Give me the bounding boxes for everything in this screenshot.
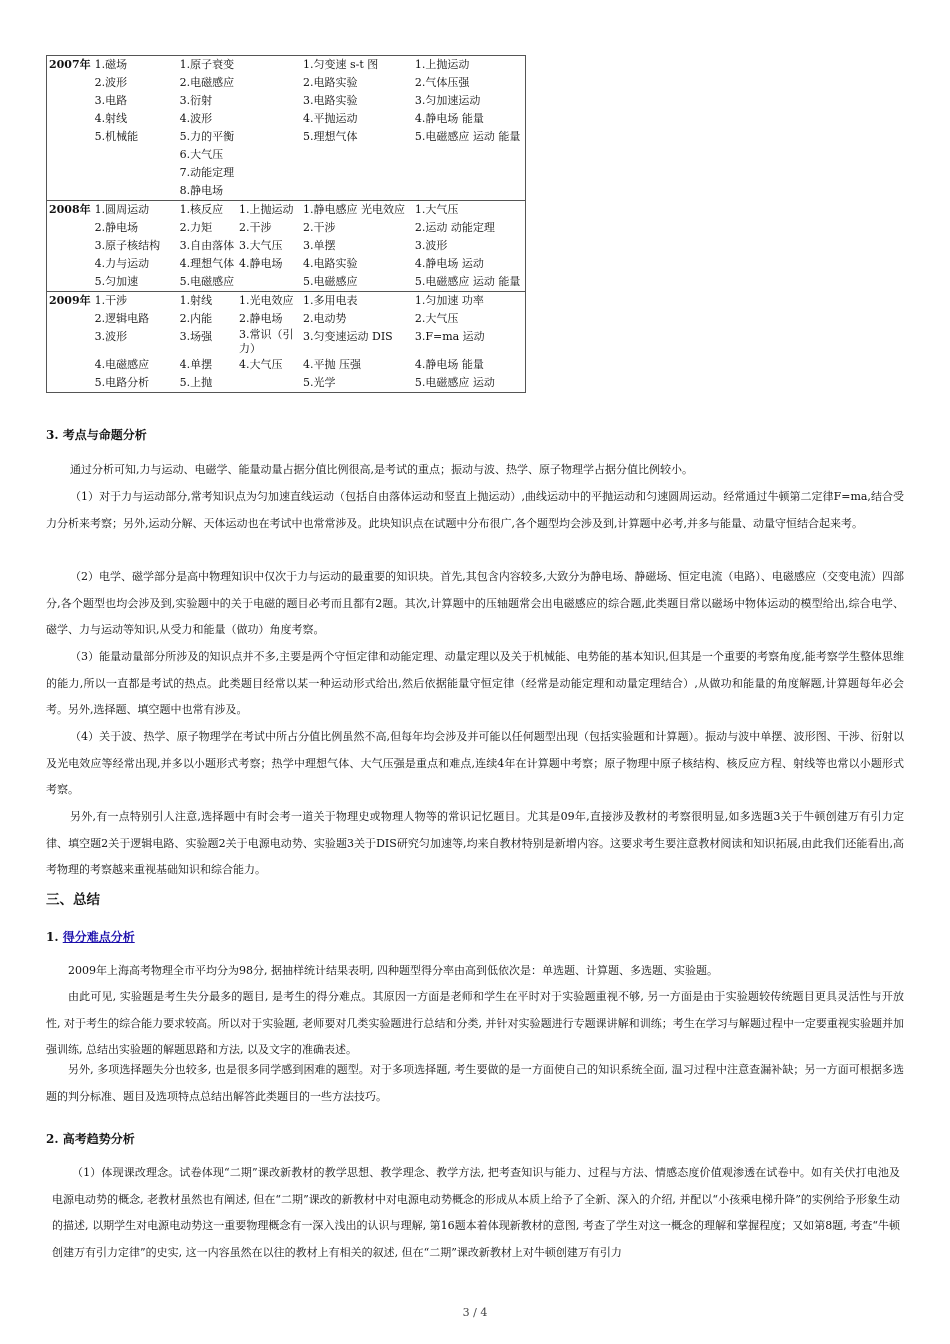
table-cell: 2.干涉 (303, 221, 336, 234)
table-cell: 4.射线 (94, 112, 128, 125)
table-cell: 2.内能 (179, 312, 213, 325)
paragraph: 另外,有一点特别引人注意,选择题中有时会考一道关于物理史或物理人物等的常识记忆题目。尤其是09年,直接涉及教材的考察很明显,如多选题3关于牛顿创建万有引力定律、填空题2关于逻辑电路、实验题2关于电源电动势、实验题3关于DIS研究匀加速等,均来自教材特别是新增内容。这要求考生要注意教材阅读和知识拓展,由此我们还能看出,高考物理的考察越来重视基础知识和综合能力。 (46, 810, 904, 877)
year-cell (47, 237, 93, 255)
year-cell (47, 128, 93, 146)
table-cell: 3.电路 (94, 94, 128, 107)
table-row (47, 110, 526, 128)
table-cell: 4.平抛运动 (303, 112, 358, 125)
paragraph: （2）电学、磁学部分是高中物理知识中仅次于力与运动的最重要的知识块。首先,其包含内容较多,大致分为静电场、静磁场、恒定电流（电路）、电磁感应（交变电流）四部分,各个题型也均会涉及到,实验题中的关于电磁的题目必考而且都有2题。其次,计算题中的压轴题常会出电磁感应的综合题,此类题目常以磁场中物体运动的模型给出,综合电学、磁学、力与运动等知识,从受力和能量（做功）角度考察。 (46, 570, 904, 637)
paragraph: 由此可见, 实验题是考生失分最多的题目, 是考生的得分难点。其原因一方面是老师和学生在平时对于实验题重视不够, 另一方面是由于实验题较传统题目更具灵活性与开放性, 对于考生的综合能力要求较高。所以对于实验题, 老师要对几类实验题进行总结和分类, 并针对实验题进行专题课讲解和训练；考生在学习与解题过程中一定要重视实验题并加强训练, 总结出实验题的解题思路和方法, 以及文字的准确表述。 (46, 990, 904, 1057)
table-cell: 3.大气压 (238, 239, 283, 252)
table-row (47, 255, 526, 273)
table-cell: 4.大气压 (238, 358, 283, 371)
table-row (47, 237, 526, 255)
table-cell: 5.电磁感应 (303, 275, 358, 288)
table-cell: 4.静电场 能量 (414, 112, 484, 125)
table-cell: 4.静电场 能量 (414, 358, 484, 371)
table-cell: 1.干涉 (93, 292, 178, 311)
table-cell: 4.波形 (179, 112, 213, 125)
year-cell (47, 182, 93, 201)
table-cell (237, 374, 301, 393)
year-cell (47, 219, 93, 237)
year-cell (47, 310, 93, 328)
table-row (47, 356, 526, 374)
table-row (47, 56, 526, 75)
table-cell: 2.干涉 (238, 221, 272, 234)
table-cell: 2.逻辑电路 (94, 312, 150, 325)
table-cell (93, 164, 178, 182)
table-cell: 2.静电场 (94, 221, 139, 234)
paragraph: （1）体现课改理念。试卷体现“二期”课改新教材的教学思想、教学理念、教学方法, 把考查知识与能力、过程与方法、情感态度价值观渗透在试卷中。如有关伏打电池及电源电动势的概念, 老教材虽然也有阐述, 但在“二期”课改的新教材中对电源电动势概念的形成从本质上给予了全新、深入的介绍, 并配以“小孩乘电梯升降”的实例给予形象生动的描述, 以期学生对电源电动势这一重要物理概念有一深入浅出的认识与理解, 第16题本着体现新教材的意图, 考查了学生对这一概念的理解和掌握程度；又如第8题, 考查“牛顿创建万有引力定律”的史实, 这一内容虽然在以往的教材上有相关的叙述, 但在“二期”课改新教材上对牛顿创建万有引力 (52, 1166, 900, 1260)
table-row (47, 164, 526, 182)
table-cell: 1.原子衰变 (178, 56, 237, 75)
year-cell (47, 273, 93, 292)
table-cell (93, 146, 178, 164)
table-cell (237, 164, 301, 182)
table-cell: 1.圆周运动 (93, 201, 178, 220)
table-cell: 5.理想气体 (303, 130, 358, 143)
table-cell: 4.力与运动 (94, 257, 150, 270)
year-cell: 2007年 (47, 56, 93, 75)
table-cell (301, 146, 413, 164)
table-cell (301, 164, 413, 182)
table-cell: 3.单摆 (303, 239, 336, 252)
section-3-heading: 3. 考点与命题分析 (46, 428, 147, 442)
table-row (47, 182, 526, 201)
table-cell: 2.电路实验 (303, 76, 358, 89)
year-cell (47, 255, 93, 273)
table-cell: 1.匀变速 s-t 图 (301, 56, 413, 75)
table-cell: 3.波形 (94, 330, 128, 343)
year-cell (47, 164, 93, 182)
subsection-1-heading (46, 928, 135, 945)
paragraph: 通过分析可知,力与运动、电磁学、能量动量占据分值比例很高,是考试的重点；振动与波、热学、原子物理学占据分值比例较小。 (70, 463, 693, 476)
table-cell (301, 182, 413, 201)
table-cell: 8.静电场 (179, 184, 224, 197)
table-row (47, 292, 526, 311)
table-cell: 3.匀变速运动 DIS (303, 330, 393, 343)
year-cell (47, 328, 93, 356)
table-cell: 3.自由落体 (179, 239, 235, 252)
table-cell (93, 182, 178, 201)
table-cell: 3.常识（引力） (238, 328, 294, 355)
table-cell (237, 92, 301, 110)
table-cell: 1.匀加速 功率 (413, 292, 526, 311)
table-cell: 4.单摆 (179, 358, 213, 371)
table-row (47, 328, 526, 356)
table-cell: 1.核反应 (178, 201, 237, 220)
table-cell: 2.气体压强 (414, 76, 470, 89)
table-cell: 4.静电场 (238, 257, 283, 270)
table-cell: 1.上抛运动 (413, 56, 526, 75)
table-cell: 3.衍射 (179, 94, 213, 107)
subsection-number: 1. (46, 930, 63, 944)
table-cell (237, 110, 301, 128)
table-row (47, 374, 526, 393)
table-row (47, 74, 526, 92)
table-cell: 1.光电效应 (237, 292, 301, 311)
table-cell: 2.电磁感应 (179, 76, 235, 89)
table-cell: 4.静电场 运动 (414, 257, 484, 270)
table-cell (237, 56, 301, 75)
table-row (47, 201, 526, 220)
table-cell: 3.电路实验 (303, 94, 358, 107)
table-cell: 3.原子核结构 (94, 239, 161, 252)
table-row (47, 92, 526, 110)
page-number: 3 / 4 (462, 1306, 488, 1319)
table-row (47, 310, 526, 328)
subsection-2-heading: 2. 高考趋势分析 (46, 1132, 135, 1146)
table-row (47, 219, 526, 237)
table-row (47, 273, 526, 292)
table-cell: 5.电磁感应 运动 能量 (414, 275, 521, 288)
table-cell: 5.机械能 (94, 130, 139, 143)
table-row (47, 146, 526, 164)
table-cell: 4.电路实验 (303, 257, 358, 270)
table-row (47, 128, 526, 146)
table-cell (237, 128, 301, 146)
table-cell: 1.静电感应 光电效应 (301, 201, 413, 220)
table-cell: 5.电路分析 (94, 376, 150, 389)
paragraph: 2009年上海高考物理全市平均分为98分, 据抽样统计结果表明, 四种题型得分率由高到低依次是：单选题、计算题、多选题、实验题。 (68, 964, 718, 977)
table-cell: 3.匀加速运动 (414, 94, 481, 107)
table-cell: 1.多用电表 (301, 292, 413, 311)
table-cell: 2.力矩 (179, 221, 213, 234)
table-cell: 1.磁场 (93, 56, 178, 75)
table-cell: 7.动能定理 (179, 166, 235, 179)
table-cell (413, 146, 526, 164)
year-cell (47, 146, 93, 164)
paragraph: 另外, 多项选择题失分也较多, 也是很多同学感到困难的题型。对于多项选择题, 考生要做的是一方面使自己的知识系统全面, 温习过程中注意查漏补缺；另一方面可根据多选题的判分标准、题目及选项特点总结出解答此类题目的一些方法技巧。 (46, 1063, 904, 1103)
paragraph: （3）能量动量部分所涉及的知识点并不多,主要是两个守恒定律和动能定理、动量定理以及关于机械能、电势能的基本知识,但其是一个重要的考察角度,能考察学生整体思维的能力,所以一直都是考试的热点。此类题目经常以某一种运动形式给出,然后依据能量守恒定律（经常是动能定理和动量定理结合）,从做功和能量的角度解题,计算题每年必会考。另外,选择题、填空题中也常有涉及。 (46, 650, 904, 717)
paragraph: （1）对于力与运动部分,常考知识点为匀加速直线运动（包括自由落体运动和竖直上抛运动）,曲线运动中的平抛运动和匀速圆周运动。经常通过牛顿第二定律F=ma,结合受力分析来考察；另外,运动分解、天体运动也在考试中也常常涉及。此块知识点在试题中分布很广,各个题型均会涉及到,计算题中必考,并多与能量、动量守恒结合起来考。 (46, 490, 904, 530)
table-cell: 1.上抛运动 (237, 201, 301, 220)
year-cell (47, 92, 93, 110)
year-cell (47, 374, 93, 393)
table-cell: 1.射线 (178, 292, 237, 311)
table-cell: 3.波形 (414, 239, 448, 252)
table-cell: 1.大气压 (413, 201, 526, 220)
table-cell: 4.平抛 压强 (303, 358, 362, 371)
table-cell: 2.静电场 (238, 312, 283, 325)
table-cell (413, 182, 526, 201)
table-cell: 2.波形 (94, 76, 128, 89)
table-cell: 2.电动势 (303, 312, 347, 325)
table-cell: 5.电磁感应 (179, 275, 235, 288)
summary-heading: 三、总结 (46, 892, 100, 908)
table-cell: 5.匀加速 (94, 275, 139, 288)
paragraph: （4）关于波、热学、原子物理学在考试中所占分值比例虽然不高,但每年均会涉及并可能以任何题型出现（包括实验题和计算题）。振动与波中单摆、波形图、干涉、衍射以及光电效应等经常出现,并多以小题形式考察；热学中理想气体、大气压强是重点和难点,连续4年在计算题中考察；原子物理中原子核结构、核反应方程、射线等也常以小题形式考察。 (46, 730, 904, 797)
table-cell: 5.力的平衡 (179, 130, 235, 143)
score-difficulty-link[interactable]: 得分难点分析 (62, 930, 135, 944)
table-cell: 2.运动 动能定理 (414, 221, 495, 234)
table-cell: 3.场强 (179, 330, 213, 343)
table-cell: 5.光学 (303, 376, 336, 389)
table-cell: 3.F=ma 运动 (414, 330, 485, 343)
table-cell: 4.电磁感应 (94, 358, 150, 371)
table-cell (413, 164, 526, 182)
year-cell: 2008年 (47, 201, 93, 220)
exam-topics-table (46, 55, 526, 393)
table-cell (237, 146, 301, 164)
table-cell (237, 182, 301, 201)
table-cell (237, 273, 301, 292)
year-cell: 2009年 (47, 292, 93, 311)
table-cell: 6.大气压 (179, 148, 224, 161)
table-cell: 4.理想气体 (179, 257, 235, 270)
table-cell: 2.大气压 (414, 312, 459, 325)
table-cell: 5.上抛 (179, 376, 213, 389)
table-cell: 5.电磁感应 运动 能量 (414, 130, 521, 143)
table-cell: 5.电磁感应 运动 (414, 376, 495, 389)
table-cell (237, 74, 301, 92)
year-cell (47, 356, 93, 374)
year-cell (47, 74, 93, 92)
year-cell (47, 110, 93, 128)
